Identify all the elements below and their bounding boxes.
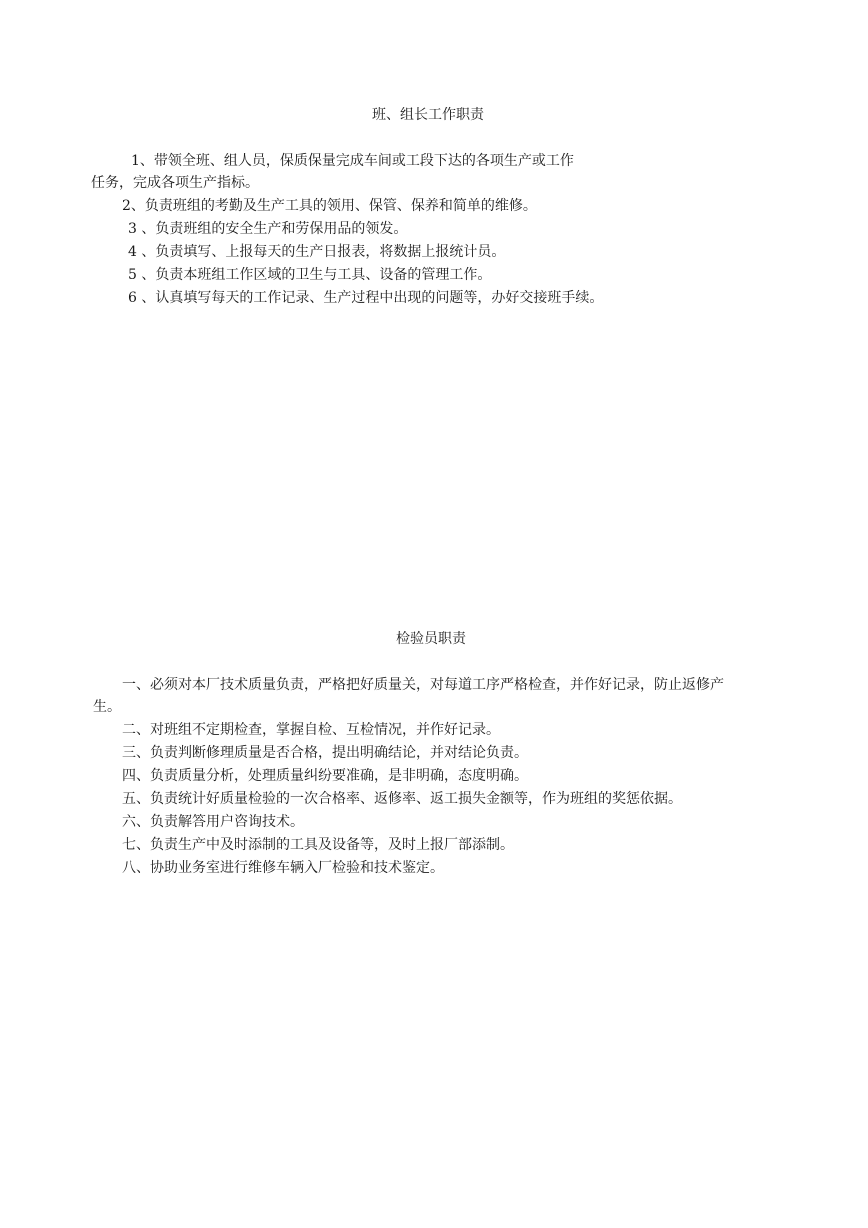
duty-item-3: 3 、负责班组的安全生产和劳保用品的领发。 <box>128 221 408 237</box>
inspector-duty-1-continued: 生。 <box>93 699 121 715</box>
duty-item-4: 4 、负责填写、上报每天的生产日报表，将数据上报统计员。 <box>128 244 506 260</box>
duty-item-5: 5 、负责本班组工作区域的卫生与工具、设备的管理工作。 <box>128 267 492 283</box>
inspector-duty-2: 二、对班组不定期检查，掌握自检、互检情况，并作好记录。 <box>122 722 500 738</box>
section-title-team-leader: 班、组长工作职责 <box>372 107 484 123</box>
duty-item-1: 1、带领全班、组人员，保质保量完成车间或工段下达的各项生产或工作 <box>131 153 574 169</box>
inspector-duty-8: 八、协助业务室进行维修车辆入厂检验和技术鉴定。 <box>122 860 444 876</box>
inspector-duty-4: 四、负责质量分析，处理质量纠纷要准确，是非明确，态度明确。 <box>122 768 528 784</box>
inspector-duty-3: 三、负责判断修理质量是否合格，提出明确结论，并对结论负责。 <box>122 745 528 761</box>
duty-item-1-continued: 任务，完成各项生产指标。 <box>91 175 259 191</box>
inspector-duty-7: 七、负责生产中及时添制的工具及设备等，及时上报厂部添制。 <box>122 837 514 853</box>
inspector-duty-6: 六、负责解答用户咨询技术。 <box>122 814 304 830</box>
section-title-inspector: 检验员职责 <box>396 631 466 647</box>
duty-item-2: 2、负责班组的考勤及生产工具的领用、保管、保养和简单的维修。 <box>122 198 537 214</box>
inspector-duty-1: 一、必须对本厂技术质量负责，严格把好质量关，对每道工序严格检查，并作好记录，防止返修产 <box>122 677 724 693</box>
inspector-duty-5: 五、负责统计好质量检验的一次合格率、返修率、返工损失金额等，作为班组的奖惩依据。 <box>122 791 682 807</box>
duty-item-6: 6 、认真填写每天的工作记录、生产过程中出现的问题等，办好交接班手续。 <box>128 290 604 306</box>
